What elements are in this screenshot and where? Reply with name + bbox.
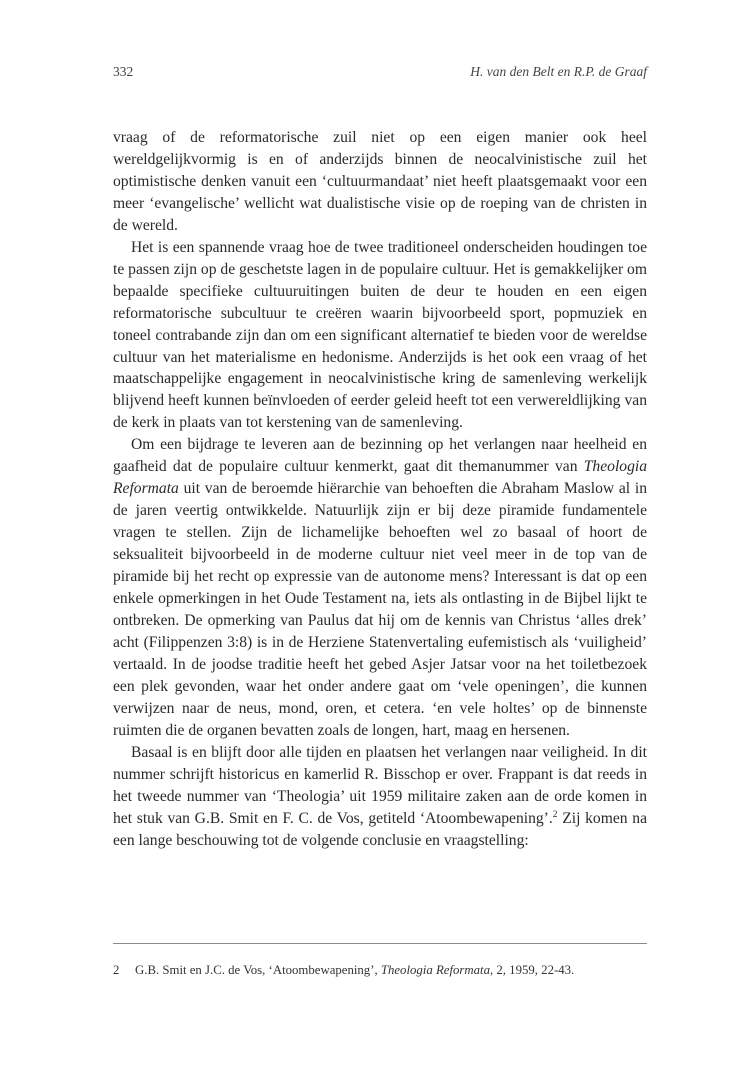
footnote-reference[interactable]: 2 — [552, 809, 558, 820]
paragraph-3-text-b: uit van de beroemde hiërarchie van behoeften die Abraham Maslow al in de jaren veertig ontwikkelde. Natuurlijk zijn er bij deze piramide fundamentele vragen te stellen. Zijn de lichamelijke behoeften wel zo basaal of hoort de seksualiteit bijvoorbeeld in de moderne cultuur niet veel meer in de top van de piramide bij het recht op expressie van de autonome mens? Interessant is dat op een enkele opmerkingen in het Oude Testament na, iets als ontlasting in de Bijbel lijkt te ontbreken. De opmerking van Paulus dat hij om de kennis van Christus ‘alles drek’ acht (Filippenzen 3:8) is in de Herziene Statenvertaling eufemistisch als ‘vuiligheid’ vertaald. In de joodse traditie heeft het gebed Asjer Jatsar voor na het toiletbezoek een plek gevonden, waar het onder andere gaat om ‘vele openingen’, die kunnen verwijzen naar de neus, mond, oren, et cetera. ‘en vele holtes’ op de binnenste ruimten die de organen bevatten zoals de longen, hart, maag en hersenen. — [113, 480, 647, 739]
paragraph-1: vraag of de reformatorische zuil niet op een eigen manier ook heel wereldgelijkvormig is en of anderzijds binnen de neocalvinistische zuil het optimistische denken vanuit een ‘cultuurmandaat’ niet heeft plaatsgemaakt voor een meer ‘evangelische’ wellicht wat dualistische visie op de roeping van de christen in de wereld. — [113, 129, 647, 234]
running-title: H. van den Belt en R.P. de Graaf — [470, 64, 647, 79]
paragraph-3 — [113, 434, 647, 741]
footnote-divider — [113, 943, 647, 944]
paragraph-4 — [113, 742, 647, 852]
body-text — [113, 127, 647, 851]
footnote-journal-title: Theologia Reformata — [380, 963, 490, 977]
footnote-number: 2 — [113, 963, 120, 977]
paragraph-2: Het is een spannende vraag hoe de twee traditioneel onderscheiden houdingen toe te passen zijn op de geschetste lagen in de populaire cultuur. Het is gemakkelijker om bepaalde specifieke cultuuruitingen buiten de deur te houden en een eigen reformatorische subcultuur te creëren waarin bijvoorbeeld sport, popmuziek en toneel contrabande zijn dan om een significant alternatief te bieden voor de wereldse cultuur van het materialisme en hedonisme. Anderzijds is het ook een vraag of het maatschappelijke engagement in neocalvinistische kring de samenleving werkelijk blijvend heeft kunnen beïnvloeden of eerder geleid heeft tot een verwereldlijking van de kerk in plaats van tot kerstening van de samenleving. — [113, 238, 647, 432]
page-number: 332 — [113, 64, 134, 79]
footnote — [113, 962, 647, 979]
paragraph-4-text-a: Basaal is en blijft door alle tijden en plaatsen het verlangen naar veiligheid. In dit nummer schrijft historicus en kamerlid R. Bisschop er over. Frappant is dat reeds in het tweede nummer van ‘Theologia’ uit 1959 militaire zaken aan de orde komen in het stuk van G.B. Smit en F. C. de Vos, getiteld ‘Atoombewapening’. — [113, 743, 647, 827]
footnote-text-a: G.B. Smit en J.C. de Vos, ‘Atoombewapening’, — [135, 963, 381, 977]
paragraph-4-text-b: Zij komen na een lange beschouwing tot de volgende conclusie en vraagstelling: — [113, 809, 648, 849]
paragraph-3-text-a: Om een bijdrage te leveren aan de bezinning op het verlangen naar heelheid en gaafheid dat de populaire cultuur kenmerkt, gaat dit themanummer van — [113, 436, 647, 476]
footnote-text-b: , 2, 1959, 22-43. — [489, 963, 575, 977]
journal-title: Theologia Reformata — [113, 458, 647, 498]
